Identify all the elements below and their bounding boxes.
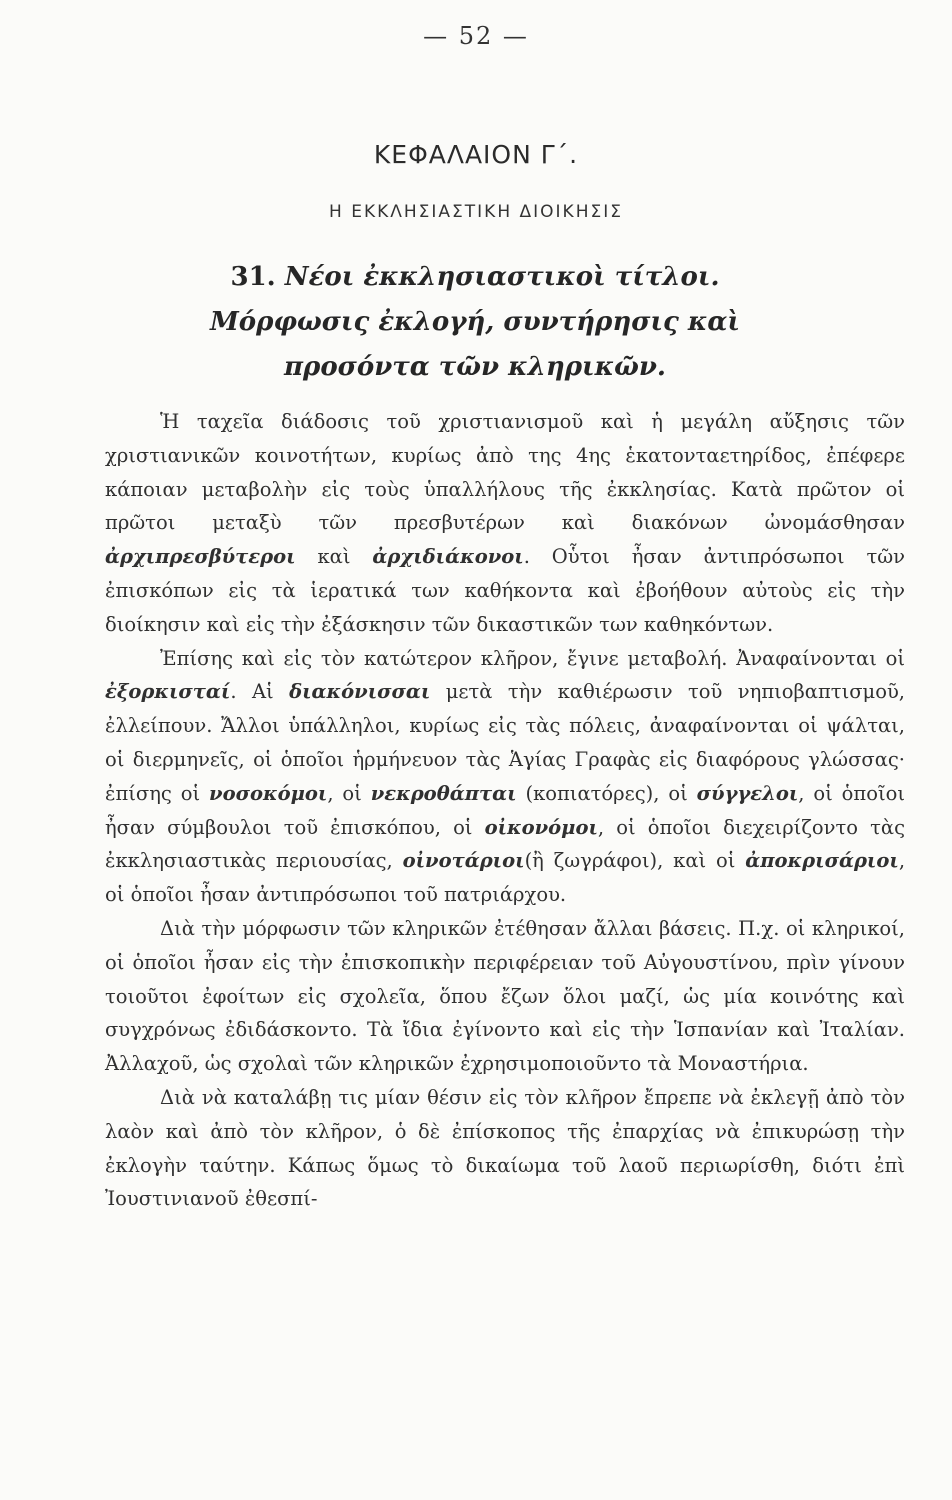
paragraph [105, 642, 905, 912]
section-number: 31. [230, 262, 276, 292]
page-number: — 52 — [423, 22, 529, 50]
text-run: , οἱ ὁποῖοι διεχειρίζοντο τὰς ἐκκλησιαστικὰς περιουσίας, [105, 815, 905, 873]
term: οἰνοτάριοι [402, 849, 525, 873]
term: ἀρχιπρεσβύτεροι [105, 545, 296, 569]
paragraph: Διὰ τὴν μόρφωσιν τῶν κληρικῶν ἐτέθησαν ἄλλαι βάσεις. Π.χ. οἱ κληρικοί, οἱ ὁποῖοι ἦσαν εἰς τὴν ἐπισκοπικὴν περιφέρειαν τοῦ Αὐγουστίνου, πρὶν γίνουν τοιοῦτοι ἐφοίτων εἰς σχολεῖα, ὅπου ἔζων ὅλοι μαζί, ὡς μία κοινότης καὶ συγχρόνως ἐδιδάσκοντο. Τὰ ἴδια ἐγίνοντο καὶ εἰς τὴν Ἱσπανίαν καὶ Ἰταλίαν. Ἀλλαχοῦ, ὡς σχολαὶ τῶν κληρικῶν ἐχρησιμοποιοῦντο τὰ Μοναστήρια. [105, 916, 905, 1076]
text-run: μετὰ τὴν καθιέρωσιν τοῦ νηπιοβαπτισμοῦ, ἐλλείπουν. Ἄλλοι ὑπάλληλοι, κυρίως εἰς τὰς πόλεις, ἀναφαίνονται οἱ ψάλται, οἱ διερμηνεῖς, οἱ ὁποῖοι ἡρμήνευον τὰς Ἁγίας Γραφὰς εἰς διαφόρους γλώσσας· ἐπίσης οἱ [105, 680, 905, 805]
section-heading [150, 255, 800, 390]
text-run: , οἱ [327, 781, 371, 805]
text-run: , οἱ ὁποῖοι ἦσαν ἀντιπρόσωποι τοῦ πατριάρχου. [105, 849, 906, 907]
text-run: , οἱ ὁποῖοι ἦσαν σύμβουλοι τοῦ ἐπισκόπου, οἱ [105, 781, 906, 839]
term: ἀρχιδιάκονοι [372, 545, 524, 569]
section-title: Νέοι ἐκκλησιαστικοὶ τίτλοι. Μόρφωσις ἐκλογή, συντήρησις καὶ προσόντα τῶν κληρικῶν. [210, 262, 740, 382]
term: σύγγελοι [696, 781, 799, 805]
text-run: καὶ [295, 545, 373, 569]
term: ἀποκρισάριοι [745, 849, 899, 873]
chapter-subtitle: Η ΕΚΚΛΗΣΙΑΣΤΙΚΗ ΔΙΟΙΚΗΣΙΣ [329, 202, 623, 222]
text-run: Ἐπίσης καὶ εἰς τὸν κατώτερον κλῆρον, ἔγινε μεταβολή. Ἀναφαίνονται οἱ [160, 646, 905, 670]
text-run: (κοπιατόρες), οἱ [516, 781, 697, 805]
term: νοσοκόμοι [209, 781, 328, 805]
term: ἐξορκισταί [105, 680, 231, 704]
paragraph [105, 405, 905, 642]
term: οἰκονόμοι [484, 815, 598, 839]
term: νεκροθάπται [370, 781, 517, 805]
paragraph: Διὰ νὰ καταλάβῃ τις μίαν θέσιν εἰς τὸν κλῆρον ἔπρεπε νὰ ἐκλεγῇ ἀπὸ τὸν λαὸν καὶ ἀπὸ τὸν κλῆρον, ὁ δὲ ἐπίσκοπος τῆς ἐπαρχίας νὰ ἐπικυρώσῃ τὴν ἐκλογὴν ταύτην. Κάπως ὅμως τὸ δικαίωμα τοῦ λαοῦ περιωρίσθη, διότι ἐπὶ Ἰουστινιανοῦ ἐθεσπί- [105, 1085, 905, 1211]
body-text [105, 405, 905, 1216]
text-run: . Αἱ [230, 680, 290, 704]
text-run: (ἢ ζωγράφοι), καὶ οἱ [524, 849, 746, 873]
term: διακόνισσαι [289, 680, 431, 704]
text-run: . Οὗτοι ἦσαν ἀντιπρόσωποι τῶν ἐπισκόπων εἰς τὰ ἱερατικά των καθήκοντα καὶ ἐβοήθουν αὐτοὺς εἰς τὴν διοίκησιν καὶ εἰς τὴν ἐξάσκησιν τῶν δικαστικῶν των καθηκόντων. [105, 545, 905, 636]
chapter-title: ΚΕΦΑΛΑΙΟΝ Γ΄. [373, 140, 579, 169]
text-run: Ἡ ταχεῖα διάδοσις τοῦ χριστιανισμοῦ καὶ ἡ μεγάλη αὔξησις τῶν χριστιανικῶν κοινοτήτων, κυρίως ἀπὸ της 4ης ἑκατονταετηρίδος, ἐπέφερε κάποιαν μεταβολὴν εἰς τοὺς ὑπαλλήλους τῆς ἐκκλησίας. Κατὰ πρῶτον οἱ πρῶτοι μεταξὺ τῶν πρεσβυτέρων καὶ διακόνων ὠνομάσθησαν [105, 410, 905, 535]
